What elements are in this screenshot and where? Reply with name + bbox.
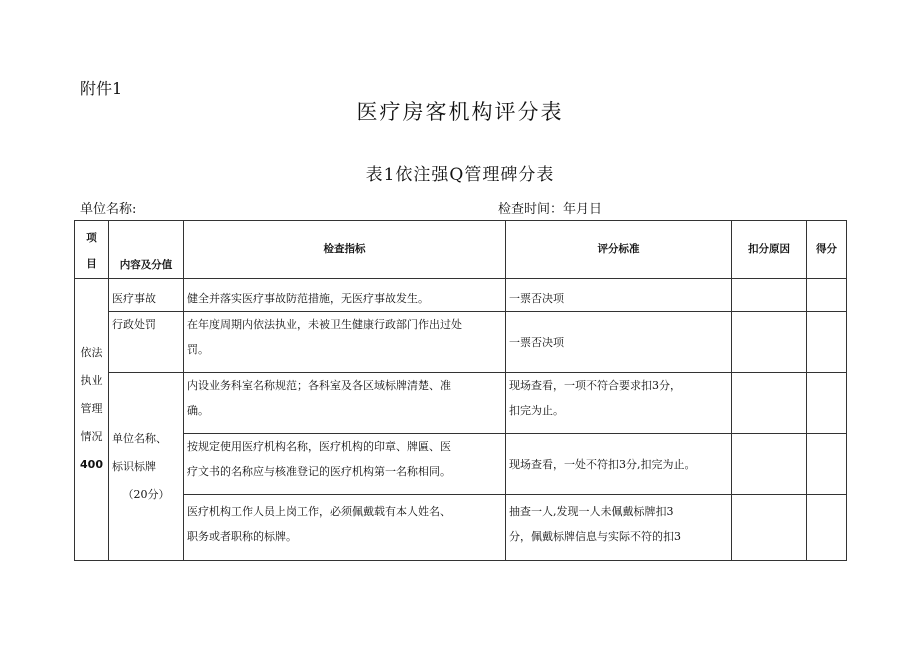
reason-cell — [732, 373, 807, 434]
table-row — [75, 434, 847, 495]
score-cell — [807, 495, 847, 561]
reason-cell — [732, 279, 807, 312]
score-cell — [807, 373, 847, 434]
standard-cell: 一票否决项 — [506, 279, 732, 312]
header-row — [75, 221, 847, 279]
standard-cell: 现场查看，一处不符扣3分,扣完为止。 — [506, 434, 732, 495]
reason-cell — [732, 312, 807, 373]
document-title: 医疗房客机构评分表 — [356, 100, 564, 124]
header-score: 得分 — [807, 221, 847, 279]
group-content-cell: 单位名称、 标识标牌 （20分） — [109, 373, 184, 561]
table-row — [75, 312, 847, 373]
indicator-cell: 按规定使用医疗机构名称，医疗机构的印章、牌匾、医 疗文书的名称应与核准登记的医疗机构第一名称相同。 — [184, 434, 506, 495]
indicator-cell: 医疗机构工作人员上岗工作，必须佩戴载有本人姓名、 职务或者职称的标牌。 — [184, 495, 506, 561]
indicator-cell: 在年度周期内依法执业，未被卫生健康行政部门作出过处 罚。 — [184, 312, 506, 373]
header-standard: 评分标准 — [506, 221, 732, 279]
header-content: 内容及分值 — [109, 221, 184, 279]
content-cell: 医疗事故 — [109, 279, 184, 312]
standard-cell: 一票否决项 — [506, 312, 732, 373]
standard-cell: 现场查看，一项不符合要求扣3分， 扣完为止。 — [506, 373, 732, 434]
score-cell — [807, 279, 847, 312]
score-table — [74, 220, 847, 561]
indicator-cell: 内设业务科室名称规范；各科室及各区域标牌清楚、准 确。 — [184, 373, 506, 434]
content-cell: 行政处罚 — [109, 312, 184, 373]
table-row — [75, 279, 847, 312]
indicator-cell: 健全并落实医疗事故防范措施，无医疗事故发生。 — [184, 279, 506, 312]
unit-name-label: 单位名称: — [80, 202, 137, 217]
table-row — [75, 495, 847, 561]
header-reason: 扣分原因 — [732, 221, 807, 279]
category-cell: 依法 执业 管理 情况 400 — [75, 279, 109, 561]
standard-cell: 抽查一人,发现一人未佩戴标牌扣3 分，佩戴标牌信息与实际不符的扣3 — [506, 495, 732, 561]
score-cell — [807, 434, 847, 495]
reason-cell — [732, 434, 807, 495]
check-time-label: 检查时间：年月日 — [498, 202, 603, 217]
reason-cell — [732, 495, 807, 561]
header-indicator: 检查指标 — [184, 221, 506, 279]
table-row — [75, 373, 847, 434]
score-cell — [807, 312, 847, 373]
header-item: 项 目 — [75, 221, 109, 279]
table-subtitle: 表1依注强Q管理碑分表 — [365, 165, 555, 185]
attachment-label: 附件1 — [80, 79, 123, 98]
